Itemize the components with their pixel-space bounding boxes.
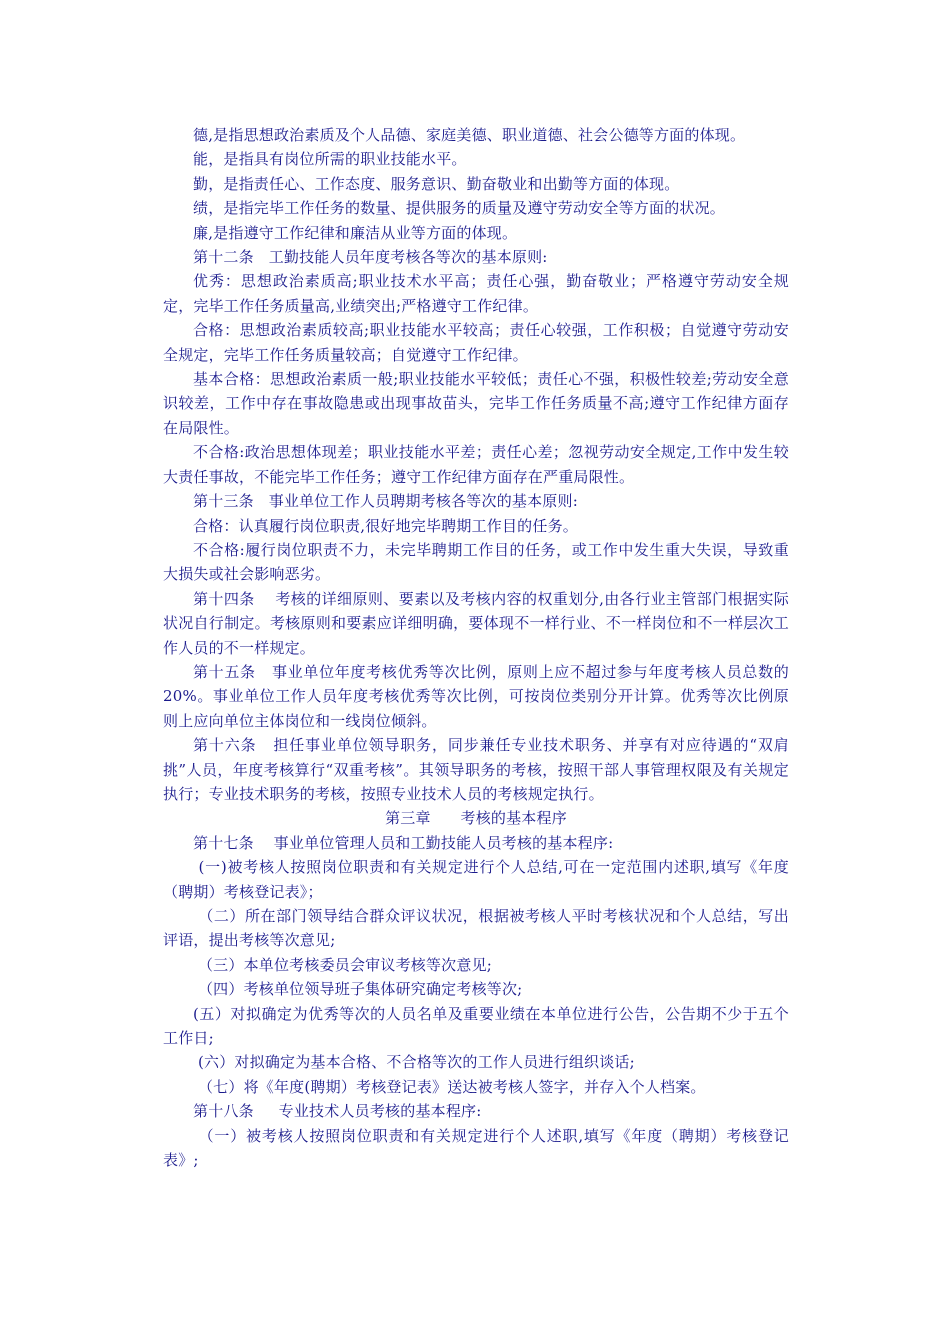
article-15: 第十五条 事业单位年度考核优秀等次比例，原则上应不超过参与年度考核人员总数的20%。事业单位工作人员年度考核优秀等次比例，可按岗位类别分开计算。优秀等次比例原则上应向单位主体岗位和一线岗位倾斜。: [163, 662, 789, 730]
article-16: 第十六条 担任事业单位领导职务，同步兼任专业技术职务、并享有对应待遇的“双肩挑”人员，年度考核算行“双重考核”。其领导职务的考核，按照干部人事管理权限及有关规定执行；专业技术职务的考核，按照专业技术人员的考核规定执行。: [163, 736, 789, 803]
paragraph-qualified: 合格：思想政治素质较高;职业技能水平较高；责任心较强，工作积极；自觉遵守劳动安全规定，完毕工作任务质量较高；自觉遵守工作纪律。: [163, 321, 789, 364]
paragraph-excellent: 优秀：思想政治素质高;职业技术水平高；责任心强，勤奋敬业；严格遵守劳动安全规定，完毕工作任务质量高,业绩突出;严格遵守工作纪律。: [163, 272, 789, 315]
article-14: 第十四条 考核的详细原则、要素以及考核内容的权重划分,由各行业主管部门根据实际状况自行制定。考核原则和要素应详细明确，要体现不一样行业、不一样岗位和不一样层次工作人员的不一样规定。: [163, 589, 789, 657]
article-17: 第十七条 事业单位管理人员和工勤技能人员考核的基本程序:: [193, 833, 614, 852]
procedure-17-7: （七）将《年度(聘期）考核登记表》送达被考核人签字，并存入个人档案。: [193, 1077, 706, 1096]
procedure-17-2: （二）所在部门领导结合群众评议状况，根据被考核人平时考核状况和个人总结，写出评语，提出考核等次意见;: [163, 907, 790, 950]
article-18: 第十八条 专业技术人员考核的基本程序:: [193, 1102, 482, 1121]
procedure-17-4: （四）考核单位领导班子集体研究确定考核等次;: [193, 980, 523, 999]
chapter-3-heading: 第三章 考核的基本程序: [385, 809, 567, 828]
paragraph-term-qualified: 合格：认真履行岗位职责,很好地完毕聘期工作目的任务。: [193, 516, 578, 535]
paragraph-lian: 廉,是指遵守工作纪律和廉洁从业等方面的体现。: [193, 223, 518, 242]
document-body: [163, 123, 789, 1172]
paragraph-ji: 绩，是指完毕工作任务的数量、提供服务的质量及遵守劳动安全等方面的状况。: [193, 199, 726, 218]
procedure-17-5: (五）对拟确定为优秀等次的人员名单及重要业绩在本单位进行公告，公告期不少于五个工作日;: [163, 1004, 789, 1048]
paragraph-neng: 能，是指具有岗位所需的职业技能水平。: [193, 150, 467, 169]
procedure-17-3: （三）本单位考核委员会审议考核等次意见;: [193, 955, 493, 974]
paragraph-de: 德,是指思想政治素质及个人品德、家庭美德、职业道德、社会公德等方面的体现。: [193, 126, 746, 144]
procedure-18-1: （一）被考核人按照岗位职责和有关规定进行个人述职,填写《年度（聘期）考核登记表》;: [163, 1126, 789, 1170]
article-13: 第十三条 事业单位工作人员聘期考核各等次的基本原则:: [193, 492, 578, 511]
procedure-17-6: (六）对拟确定为基本合格、不合格等次的工作人员进行组织谈话;: [193, 1053, 635, 1072]
paragraph-term-unqualified: 不合格:履行岗位职责不力，未完毕聘期工作目的任务，或工作中发生重大失误，导致重大损失或社会影响恶劣。: [163, 540, 789, 584]
paragraph-basic-qualified: 基本合格：思想政治素质一般;职业技能水平较低；责任心不强，积极性较差;劳动安全意识较差，工作中存在事故隐患或出现事故苗头，完毕工作任务质量不高;遵守工作纪律方面存在局限性。: [163, 370, 789, 437]
paragraph-unqualified: 不合格:政治思想体现差；职业技能水平差；责任心差；忽视劳动安全规定,工作中发生较大责任事故，不能完毕工作任务；遵守工作纪律方面存在严重局限性。: [163, 443, 789, 486]
procedure-17-1: (一)被考核人按照岗位职责和有关规定进行个人总结,可在一定范围内述职,填写《年度（聘期）考核登记表》；: [163, 858, 789, 901]
paragraph-qin: 勤，是指责任心、工作态度、服务意识、勤奋敬业和出勤等方面的体现。: [193, 174, 680, 193]
article-12: 第十二条 工勤技能人员年度考核各等次的基本原则:: [193, 248, 548, 267]
